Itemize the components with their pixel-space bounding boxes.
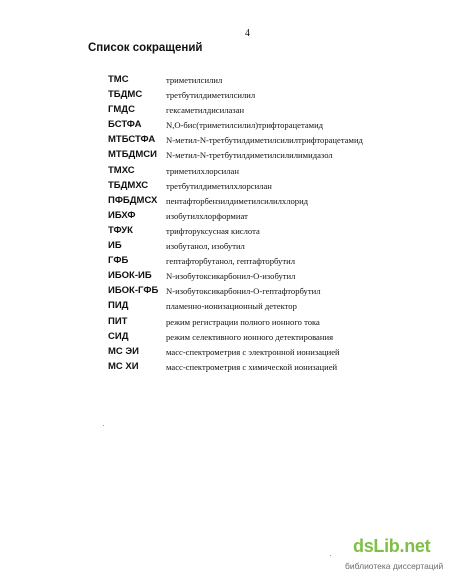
abbreviation-meaning: пламенно-ионизационный детектор <box>166 301 297 312</box>
abbreviation-term: ПИД <box>108 300 129 312</box>
abbreviation-meaning: N-метил-N-третбутилдиметилсилилтрифторацетамид <box>166 135 363 146</box>
abbreviation-meaning: масс-спектрометрия с электронной ионизацией <box>166 346 340 357</box>
abbreviation-meaning: режим селективного ионного детектирования <box>166 331 334 342</box>
abbreviation-term: ИБОК-ГФБ <box>108 285 159 297</box>
abbreviation-term: ТБДМХС <box>108 179 149 191</box>
abbreviation-meaning: N-метил-N-третбутилдиметилсилилимидазол <box>166 150 333 161</box>
abbreviation-term: ТМХС <box>108 164 135 176</box>
page-title: Список сокращений <box>88 42 203 54</box>
abbreviation-row <box>108 180 378 195</box>
abbreviation-term: ГФБ <box>108 255 129 267</box>
scan-speck <box>330 555 331 556</box>
abbreviation-row <box>108 285 378 300</box>
abbreviation-term: ИБОК-ИБ <box>108 270 152 282</box>
abbreviation-meaning: N,O-бис(триметилсилил)трифторацетамид <box>166 120 324 131</box>
abbreviation-term: СИД <box>108 330 129 342</box>
abbreviation-row <box>108 74 378 89</box>
abbreviation-row <box>108 361 378 376</box>
abbreviation-term: ТБДМС <box>108 89 143 101</box>
abbreviation-meaning: гексаметилдисилазан <box>166 105 245 116</box>
abbreviation-term: МС ХИ <box>108 360 139 372</box>
abbreviation-row <box>108 119 378 134</box>
abbreviation-row <box>108 104 378 119</box>
abbreviation-row <box>108 255 378 270</box>
abbreviation-row <box>108 210 378 225</box>
abbreviation-row <box>108 134 378 149</box>
watermark-caption: библиотека диссертаций <box>345 561 444 571</box>
watermark <box>345 536 445 576</box>
abbreviation-meaning: изобутилхлорформиат <box>166 210 248 221</box>
abbreviation-meaning: режим регистрации полного ионного тока <box>166 316 320 327</box>
abbreviation-term: МТБСТФА <box>108 134 156 146</box>
watermark-logo: dsLib.net <box>353 536 431 556</box>
abbreviation-term: ГМДС <box>108 104 135 116</box>
abbreviation-meaning: триметилхлорсилан <box>166 165 239 176</box>
abbreviation-term: ИБХФ <box>108 209 136 221</box>
abbreviation-row <box>108 240 378 255</box>
abbreviation-row <box>108 346 378 361</box>
abbreviation-term: МТБДМСИ <box>108 149 157 161</box>
abbreviation-row <box>108 316 378 331</box>
abbreviation-term: БСТФА <box>108 119 142 131</box>
abbreviation-meaning: третбутилдиметилхлорсилан <box>166 180 272 191</box>
abbreviation-row <box>108 195 378 210</box>
abbreviation-meaning: изобутанол, изобутил <box>166 241 245 252</box>
abbreviation-term: ПФБДМСХ <box>108 194 158 206</box>
abbreviation-meaning: масс-спектрометрия с химической ионизацией <box>166 361 338 372</box>
abbreviation-meaning: триметилсилил <box>166 75 223 85</box>
abbreviation-meaning: N-изобутоксикарбонил-O-гептафторбутил <box>166 286 321 297</box>
abbreviation-row <box>108 225 378 240</box>
abbreviation-term: ИБ <box>108 240 122 252</box>
abbreviation-row <box>108 270 378 285</box>
abbreviation-row <box>108 331 378 346</box>
abbreviation-term: ТМС <box>108 74 129 85</box>
abbreviation-row <box>108 165 378 180</box>
abbreviation-row <box>108 89 378 104</box>
abbreviation-meaning: пентафторбензилдиметилсилилхлорид <box>166 195 309 206</box>
abbreviation-term: ПИТ <box>108 315 128 327</box>
abbreviation-row <box>108 149 378 164</box>
page-number: 4 <box>245 28 250 39</box>
abbreviation-meaning: N-изобутоксикарбонил-O-изобутил <box>166 271 296 282</box>
abbreviation-meaning: третбутилдиметилсилил <box>166 90 256 101</box>
abbreviation-term: ТФУК <box>108 224 133 236</box>
abbreviation-row <box>108 300 378 315</box>
abbreviation-list <box>108 74 378 376</box>
abbreviation-meaning: трифторуксусная кислота <box>166 225 260 236</box>
scan-speck <box>103 425 104 426</box>
abbreviation-term: МС ЭИ <box>108 345 140 357</box>
abbreviation-meaning: гептафторбутанол, гептафторбутил <box>166 256 295 267</box>
